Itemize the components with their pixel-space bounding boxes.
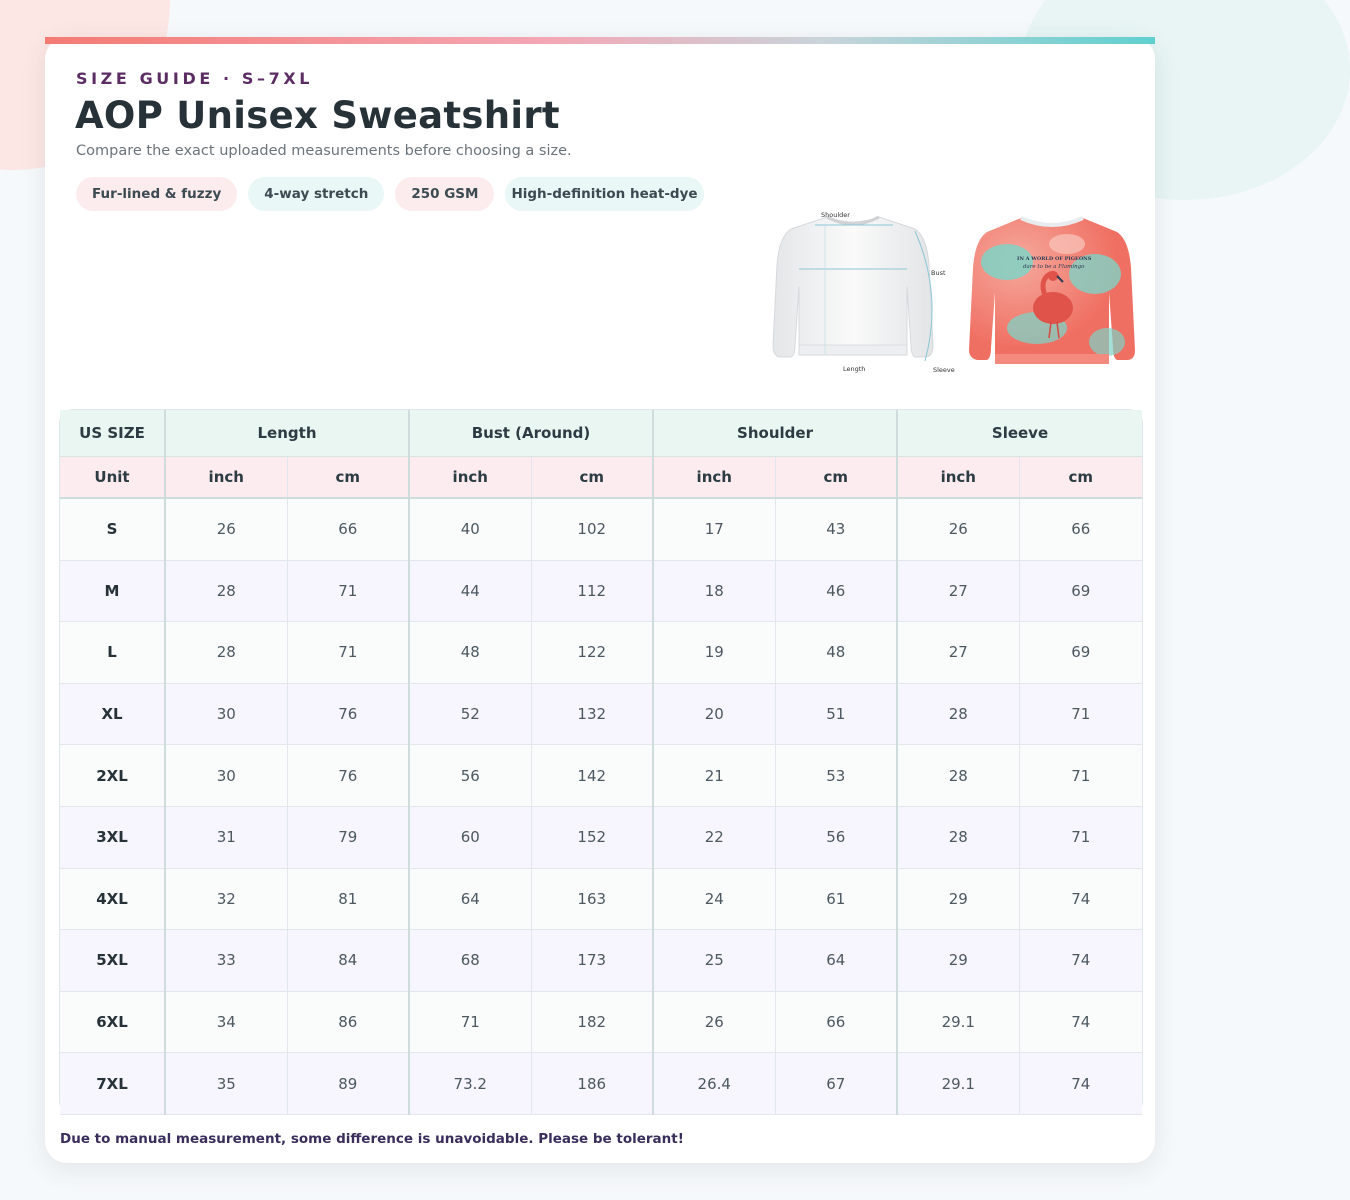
- table-row: [60, 991, 1142, 1053]
- measurement-cell: 48: [775, 622, 897, 684]
- table-row: [60, 806, 1142, 868]
- table-group-header-row: [60, 410, 1142, 457]
- size-cell: M: [60, 560, 165, 622]
- measurement-cell: 26: [897, 498, 1019, 560]
- measurement-cell: 163: [531, 868, 653, 930]
- size-table-container: [59, 409, 1143, 1115]
- measurement-cell: 71: [1019, 683, 1142, 745]
- size-table-body: [60, 498, 1142, 1114]
- unit-header: cm: [775, 457, 897, 499]
- measurement-cell: 17: [653, 498, 775, 560]
- white-sweatshirt-icon: [773, 217, 933, 357]
- measurement-cell: 71: [1019, 806, 1142, 868]
- unit-header: inch: [165, 457, 287, 499]
- table-unit-header-row: [60, 457, 1142, 499]
- measurement-cell: 28: [897, 806, 1019, 868]
- measurement-cell: 56: [409, 745, 531, 807]
- measurement-cell: 29.1: [897, 1053, 1019, 1115]
- feature-chip: High-definition heat-dye: [505, 177, 703, 211]
- measurement-diagram: [765, 205, 955, 377]
- size-cell: 5XL: [60, 930, 165, 992]
- gradient-accent-bar: [45, 37, 1155, 44]
- bust-group-header: Bust (Around): [409, 410, 653, 457]
- size-cell: 3XL: [60, 806, 165, 868]
- measurement-cell: 33: [165, 930, 287, 992]
- measurement-cell: 173: [531, 930, 653, 992]
- unit-header: inch: [897, 457, 1019, 499]
- table-row: [60, 745, 1142, 807]
- size-cell: 4XL: [60, 868, 165, 930]
- table-row: [60, 683, 1142, 745]
- measurement-cell: 67: [775, 1053, 897, 1115]
- measurement-cell: 32: [165, 868, 287, 930]
- length-label: Length: [843, 365, 866, 373]
- measurement-cell: 66: [775, 991, 897, 1053]
- feature-chip: 4-way stretch: [248, 177, 384, 211]
- measurement-cell: 132: [531, 683, 653, 745]
- measurement-cell: 69: [1019, 622, 1142, 684]
- measurement-cell: 73.2: [409, 1053, 531, 1115]
- measurement-cell: 28: [897, 683, 1019, 745]
- measurement-cell: 30: [165, 745, 287, 807]
- feature-chip: 250 GSM: [395, 177, 494, 211]
- table-row: [60, 868, 1142, 930]
- table-row: [60, 930, 1142, 992]
- measurement-cell: 102: [531, 498, 653, 560]
- measurement-cell: 71: [287, 560, 409, 622]
- measurement-cell: 27: [897, 560, 1019, 622]
- measurement-cell: 71: [409, 991, 531, 1053]
- unit-header: cm: [1019, 457, 1142, 499]
- table-row: [60, 498, 1142, 560]
- measurement-cell: 84: [287, 930, 409, 992]
- measurement-cell: 25: [653, 930, 775, 992]
- measurement-cell: 68: [409, 930, 531, 992]
- unit-header: inch: [409, 457, 531, 499]
- measurement-cell: 71: [287, 622, 409, 684]
- size-cell: S: [60, 498, 165, 560]
- size-cell: L: [60, 622, 165, 684]
- measurement-cell: 18: [653, 560, 775, 622]
- print-text-line1: IN A WORLD OF PIGEONS: [1017, 256, 1092, 262]
- measurement-cell: 74: [1019, 1053, 1142, 1115]
- measurement-cell: 29.1: [897, 991, 1019, 1053]
- us-size-header: US SIZE: [60, 410, 165, 457]
- measurement-cell: 22: [653, 806, 775, 868]
- measurement-cell: 19: [653, 622, 775, 684]
- measurement-cell: 51: [775, 683, 897, 745]
- shoulder-label: Shoulder: [821, 211, 850, 219]
- size-cell: XL: [60, 683, 165, 745]
- measurement-cell: 76: [287, 745, 409, 807]
- measurement-cell: 79: [287, 806, 409, 868]
- measurement-cell: 44: [409, 560, 531, 622]
- measurement-cell: 30: [165, 683, 287, 745]
- measurement-cell: 76: [287, 683, 409, 745]
- measurement-cell: 182: [531, 991, 653, 1053]
- measurement-cell: 43: [775, 498, 897, 560]
- measurement-cell: 56: [775, 806, 897, 868]
- measurement-cell: 26: [165, 498, 287, 560]
- measurement-cell: 66: [1019, 498, 1142, 560]
- print-text-line2: dare to be a Flamingo: [1023, 264, 1085, 270]
- measurement-disclaimer: Due to manual measurement, some difference is unavoidable. Please be tolerant!: [60, 1131, 684, 1147]
- measurement-cell: 64: [409, 868, 531, 930]
- measurement-cell: 86: [287, 991, 409, 1053]
- measurement-cell: 74: [1019, 930, 1142, 992]
- measurement-cell: 152: [531, 806, 653, 868]
- measurement-cell: 20: [653, 683, 775, 745]
- measurement-cell: 74: [1019, 991, 1142, 1053]
- size-guide-card: [45, 37, 1155, 1163]
- measurement-cell: 27: [897, 622, 1019, 684]
- measurement-cell: 26: [653, 991, 775, 1053]
- measurement-cell: 31: [165, 806, 287, 868]
- measurement-cell: 112: [531, 560, 653, 622]
- table-row: [60, 622, 1142, 684]
- table-row: [60, 560, 1142, 622]
- measurement-cell: 69: [1019, 560, 1142, 622]
- measurement-cell: 53: [775, 745, 897, 807]
- measurement-cell: 28: [165, 560, 287, 622]
- measurement-cell: 48: [409, 622, 531, 684]
- product-photo: [967, 204, 1137, 374]
- measurement-cell: 60: [409, 806, 531, 868]
- page-title: AOP Unisex Sweatshirt: [75, 94, 560, 137]
- measurement-cell: 26.4: [653, 1053, 775, 1115]
- measurement-cell: 71: [1019, 745, 1142, 807]
- measurement-cell: 35: [165, 1053, 287, 1115]
- measurement-cell: 74: [1019, 868, 1142, 930]
- measurement-cell: 142: [531, 745, 653, 807]
- measurement-cell: 52: [409, 683, 531, 745]
- measurement-cell: 46: [775, 560, 897, 622]
- size-table: [60, 410, 1142, 1115]
- measurement-cell: 89: [287, 1053, 409, 1115]
- measurement-cell: 61: [775, 868, 897, 930]
- unit-header: inch: [653, 457, 775, 499]
- measurement-cell: 34: [165, 991, 287, 1053]
- measurement-cell: 28: [165, 622, 287, 684]
- measurement-cell: 64: [775, 930, 897, 992]
- measurement-cell: 24: [653, 868, 775, 930]
- measurement-cell: 186: [531, 1053, 653, 1115]
- sleeve-group-header: Sleeve: [897, 410, 1142, 457]
- table-row: [60, 1053, 1142, 1115]
- page-subtitle: Compare the exact uploaded measurements before choosing a size.: [76, 143, 572, 159]
- length-group-header: Length: [165, 410, 409, 457]
- measurement-cell: 21: [653, 745, 775, 807]
- measurement-cell: 66: [287, 498, 409, 560]
- shoulder-group-header: Shoulder: [653, 410, 897, 457]
- feature-chips: [76, 177, 704, 211]
- sleeve-label: Sleeve: [933, 366, 955, 374]
- size-cell: 2XL: [60, 745, 165, 807]
- measurement-cell: 81: [287, 868, 409, 930]
- tie-dye-sweatshirt-icon: [969, 218, 1135, 364]
- feature-chip: Fur-lined & fuzzy: [76, 177, 237, 211]
- eyebrow-label: SIZE GUIDE · S–7XL: [76, 69, 314, 88]
- unit-label: Unit: [60, 457, 165, 499]
- measurement-cell: 122: [531, 622, 653, 684]
- measurement-cell: 29: [897, 868, 1019, 930]
- unit-header: cm: [531, 457, 653, 499]
- unit-header: cm: [287, 457, 409, 499]
- measurement-cell: 28: [897, 745, 1019, 807]
- size-cell: 7XL: [60, 1053, 165, 1115]
- size-cell: 6XL: [60, 991, 165, 1053]
- measurement-cell: 40: [409, 498, 531, 560]
- measurement-cell: 29: [897, 930, 1019, 992]
- bust-label: Bust: [931, 269, 946, 277]
